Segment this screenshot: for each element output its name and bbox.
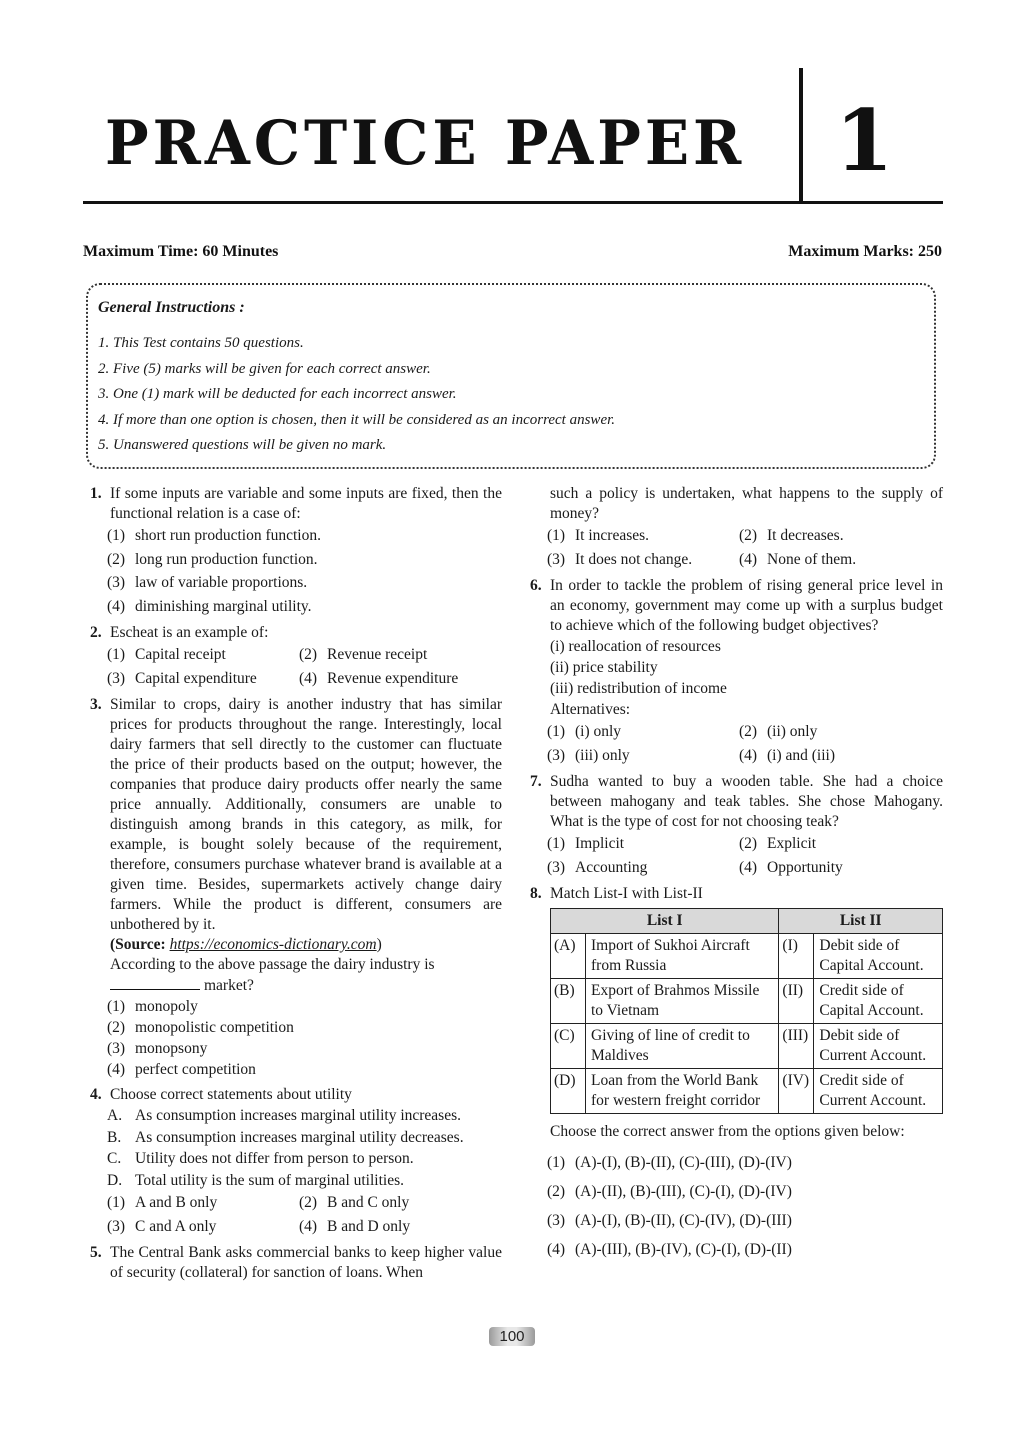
list2-code: (I): [779, 934, 814, 979]
source-citation: [90, 935, 502, 955]
option-text: long run production function.: [135, 550, 318, 568]
option[interactable]: [530, 1206, 943, 1235]
question-number: 7.: [530, 773, 542, 790]
source-close: ): [376, 936, 382, 953]
statement-label: A.: [107, 1107, 123, 1124]
table-row: [551, 1069, 943, 1114]
option-text: Opportunity: [767, 858, 843, 876]
option-text: (i) and (iii): [767, 746, 836, 764]
option-label: (3): [107, 574, 126, 591]
list1-item: Giving of line of credit to Maldives: [586, 1024, 779, 1069]
question-1: [90, 484, 502, 618]
option-text: (A)-(I), (B)-(II), (C)-(III), (D)-(IV): [575, 1154, 792, 1171]
question-number: 4.: [90, 1086, 102, 1103]
question-6: [530, 576, 943, 767]
instruction-item: 3. One (1) mark will be deducted for each incorrect answer.: [98, 386, 457, 402]
option-text: None of them.: [767, 550, 857, 568]
match-table: [550, 908, 943, 1114]
statement: [90, 1105, 502, 1127]
option-text: Explicit: [767, 835, 817, 852]
option-label: (2): [739, 527, 758, 544]
list2-item: Credit side of Capital Account.: [814, 979, 943, 1024]
option-text: monopoly: [135, 998, 198, 1015]
option[interactable]: [107, 548, 502, 572]
option[interactable]: [107, 996, 502, 1017]
paper-number: 1: [835, 91, 894, 190]
option-label: (4): [299, 669, 318, 687]
statement-label: D.: [107, 1171, 123, 1189]
option-label: (4): [739, 746, 758, 764]
option-label: (3): [107, 1217, 126, 1235]
question-text: The Central Bank asks commercial banks to keep higher value of security (collateral) for sanction of loans. When: [110, 1244, 502, 1281]
option-text: (A)-(III), (B)-(IV), (C)-(I), (D)-(II): [575, 1241, 792, 1258]
question-number: 2.: [90, 624, 102, 641]
option-text: B and C only: [327, 1194, 410, 1211]
statement: [90, 1148, 502, 1170]
option[interactable]: [547, 744, 739, 768]
list2-code: (II): [779, 979, 814, 1024]
option-label: (3): [547, 550, 566, 568]
fill-blank: [110, 975, 200, 990]
option-label: (2): [739, 835, 758, 852]
statement-text: Utility does not differ from person to person.: [135, 1150, 414, 1167]
option[interactable]: [547, 720, 739, 744]
passage-text: Similar to crops, dairy is another industry that has similar prices for products throughout the range. Interestingly, local dairy farmers that sell directly to the customer can fluctuate the price of their products based on the output; however, the companies that produce dairy products offer nearly the same price annually. Additionally, consumers are unable to distinguish among brands in this category, as milk, for example, is bought solely because of the requirement, therefore, consumers purchase whatever brand is available at a given time. Besides, supermarkets actively change dairy farmers. While the product is different, consumers are unbothered by it.: [110, 696, 502, 933]
question-3: [90, 695, 502, 1080]
question-text: If some inputs are variable and some inputs are fixed, then the functional relation is a case of:: [110, 485, 502, 522]
source-link[interactable]: https://economics-dictionary.com: [169, 936, 377, 953]
option-text: diminishing marginal utility.: [135, 597, 312, 615]
option-text: short run production function.: [135, 527, 321, 544]
instruction-item: 1. This Test contains 50 questions.: [98, 335, 304, 351]
max-time: Maximum Time: 60 Minutes: [83, 243, 279, 260]
option-text: B and D only: [327, 1217, 411, 1235]
instructions-heading: General Instructions :: [98, 299, 245, 316]
option-text: Revenue expenditure: [327, 669, 459, 687]
option-text: (i) only: [575, 723, 622, 740]
option[interactable]: [107, 571, 502, 595]
question-prompt: According to the above passage the dairy industry is: [110, 956, 435, 973]
option-text: (ii) only: [767, 723, 818, 740]
option[interactable]: [107, 1059, 502, 1080]
option-label: (2): [739, 723, 758, 740]
question-2: [90, 623, 502, 690]
list1-item: Import of Sukhoi Aircraft from Russia: [586, 934, 779, 979]
question-number: 6.: [530, 577, 542, 594]
option[interactable]: [299, 643, 502, 667]
option-text: Capital expenditure: [135, 669, 257, 687]
option-label: (4): [739, 858, 758, 876]
table-row: [551, 979, 943, 1024]
option-label: (3): [547, 1212, 566, 1229]
option-text: Accounting: [575, 858, 648, 876]
option-label: (3): [547, 746, 566, 764]
option[interactable]: [107, 524, 502, 548]
header-rule: [83, 201, 943, 204]
alternatives-label: Alternatives:: [550, 701, 631, 718]
option-label: (1): [547, 835, 566, 852]
option-label: (2): [299, 646, 318, 663]
option-text: Implicit: [575, 835, 625, 852]
max-marks: Maximum Marks: 250: [788, 243, 942, 260]
statement-text: As consumption increases marginal utility decreases.: [135, 1128, 464, 1146]
instruction-item: 5. Unanswered questions will be given no mark.: [98, 437, 387, 453]
option[interactable]: [107, 643, 299, 667]
table-row: [551, 1024, 943, 1069]
right-column: [530, 484, 943, 1269]
statement: [90, 1170, 502, 1192]
option-label: (1): [547, 1154, 566, 1171]
objective-item: (iii) redistribution of income: [550, 680, 727, 697]
question-5-continued: [530, 484, 943, 571]
question-text: Escheat is an example of:: [110, 624, 269, 641]
option[interactable]: [299, 1191, 502, 1215]
option[interactable]: [547, 524, 739, 548]
question-prompt-end: [90, 975, 502, 996]
option-label: (4): [299, 1217, 318, 1235]
option-text: perfect competition: [135, 1061, 256, 1078]
objective-item: (i) reallocation of resources: [550, 638, 721, 655]
instruction-item: 2. Five (5) marks will be given for each correct answer.: [98, 360, 431, 377]
option-text: monopsony: [135, 1040, 208, 1057]
option-label: (1): [107, 646, 126, 663]
statement: [90, 1127, 502, 1149]
option-label: (4): [107, 597, 126, 615]
general-instructions-box: [86, 283, 936, 469]
option[interactable]: [107, 1017, 502, 1038]
question-8: [530, 884, 943, 1264]
option-label: (2): [107, 1019, 126, 1036]
option-text: Capital receipt: [135, 646, 226, 663]
option-label: (1): [107, 998, 126, 1015]
list1-item: Loan from the World Bank for western freight corridor: [586, 1069, 779, 1114]
option[interactable]: [107, 667, 299, 691]
list2-item: Credit side of Current Account.: [814, 1069, 943, 1114]
option-label: (3): [107, 669, 126, 687]
question-number: 5.: [90, 1244, 102, 1261]
question-number: 3.: [90, 696, 102, 713]
list1-code: (A): [551, 934, 586, 979]
list1-code: (B): [551, 979, 586, 1024]
prompt-end-text: market?: [204, 977, 254, 994]
option[interactable]: [530, 1177, 943, 1206]
statement-label: C.: [107, 1150, 122, 1167]
option-text: It does not change.: [575, 550, 693, 568]
question-text-continued: such a policy is undertaken, what happens to the supply of money?: [550, 485, 943, 522]
instruction-item: 4. If more than one option is chosen, then it will be considered as an incorrect answer.: [98, 411, 616, 428]
option-label: (4): [547, 1241, 566, 1258]
list2-code: (III): [779, 1024, 814, 1069]
option[interactable]: [107, 595, 502, 619]
option-label: (3): [107, 1040, 126, 1057]
list2-code: (IV): [779, 1069, 814, 1114]
option-label: (2): [299, 1194, 318, 1211]
option[interactable]: [547, 832, 739, 856]
choose-instruction: Choose the correct answer from the options given below:: [550, 1123, 905, 1140]
option[interactable]: [739, 744, 943, 768]
option[interactable]: [739, 720, 943, 744]
question-text: In order to tackle the problem of rising general price level in an economy, government may come up with a surplus budget to achieve which of the following budget objectives?: [550, 577, 943, 634]
statement-label: B.: [107, 1128, 122, 1146]
table-row: [551, 934, 943, 979]
option-text: C and A only: [135, 1217, 217, 1235]
option-label: (1): [107, 527, 126, 544]
left-column: [90, 484, 502, 1288]
source-label: (Source:: [110, 936, 170, 953]
option-text: Revenue receipt: [327, 646, 428, 663]
option-label: (4): [739, 550, 758, 568]
statement-text: Total utility is the sum of marginal utilities.: [135, 1171, 404, 1189]
option[interactable]: [739, 832, 943, 856]
option[interactable]: [530, 1235, 943, 1264]
option-label: (2): [547, 1183, 566, 1200]
question-5: [90, 1243, 502, 1283]
list2-item: Debit side of Current Account.: [814, 1024, 943, 1069]
option[interactable]: [739, 524, 943, 548]
list2-item: Debit side of Capital Account.: [814, 934, 943, 979]
option[interactable]: [107, 1191, 299, 1215]
title-text: PRACTICE PAPER: [105, 107, 746, 179]
option-label: (1): [547, 527, 566, 544]
title-divider: [799, 68, 803, 202]
option[interactable]: [107, 1215, 299, 1239]
option-text: monopolistic competition: [135, 1019, 294, 1036]
option-text: (A)-(II), (B)-(III), (C)-(I), (D)-(IV): [575, 1183, 792, 1200]
question-number: 8.: [530, 885, 542, 902]
option[interactable]: [547, 548, 739, 572]
list1-code: (D): [551, 1069, 586, 1114]
question-4: [90, 1085, 502, 1238]
table-header-list-1: List I: [551, 909, 779, 934]
option-label: (4): [107, 1061, 126, 1078]
question-text: Choose correct statements about utility: [110, 1086, 352, 1103]
objective-item: (ii) price stability: [550, 659, 658, 676]
option[interactable]: [547, 856, 739, 880]
option[interactable]: [530, 1148, 943, 1177]
question-7: [530, 772, 943, 879]
option-label: (1): [107, 1194, 126, 1211]
option-text: (iii) only: [575, 746, 630, 764]
question-text: Match List-I with List-II: [550, 885, 703, 902]
page-title: [105, 108, 745, 178]
list1-item: Export of Brahmos Missile to Vietnam: [586, 979, 779, 1024]
option-label: (1): [547, 723, 566, 740]
option-text: (A)-(I), (B)-(II), (C)-(IV), (D)-(III): [575, 1212, 792, 1229]
option-text: law of variable proportions.: [135, 574, 308, 591]
list1-code: (C): [551, 1024, 586, 1069]
question-text: Sudha wanted to buy a wooden table. She had a choice between mahogany and teak tables. She chose Mahogany. What is the type of cost for not choosing teak?: [550, 773, 943, 830]
option-label: (2): [107, 550, 126, 568]
option-text: It decreases.: [767, 527, 844, 544]
option[interactable]: [107, 1038, 502, 1059]
table-header-list-2: List II: [779, 909, 943, 934]
option[interactable]: [739, 548, 943, 572]
page-number: 100: [489, 1327, 535, 1346]
option-text: A and B only: [135, 1194, 218, 1211]
statement-text: As consumption increases marginal utility increases.: [135, 1107, 461, 1124]
option[interactable]: [739, 856, 943, 880]
option[interactable]: [299, 667, 502, 691]
question-number: 1.: [90, 485, 102, 502]
option-label: (3): [547, 858, 566, 876]
option-text: It increases.: [575, 527, 650, 544]
option[interactable]: [299, 1215, 502, 1239]
